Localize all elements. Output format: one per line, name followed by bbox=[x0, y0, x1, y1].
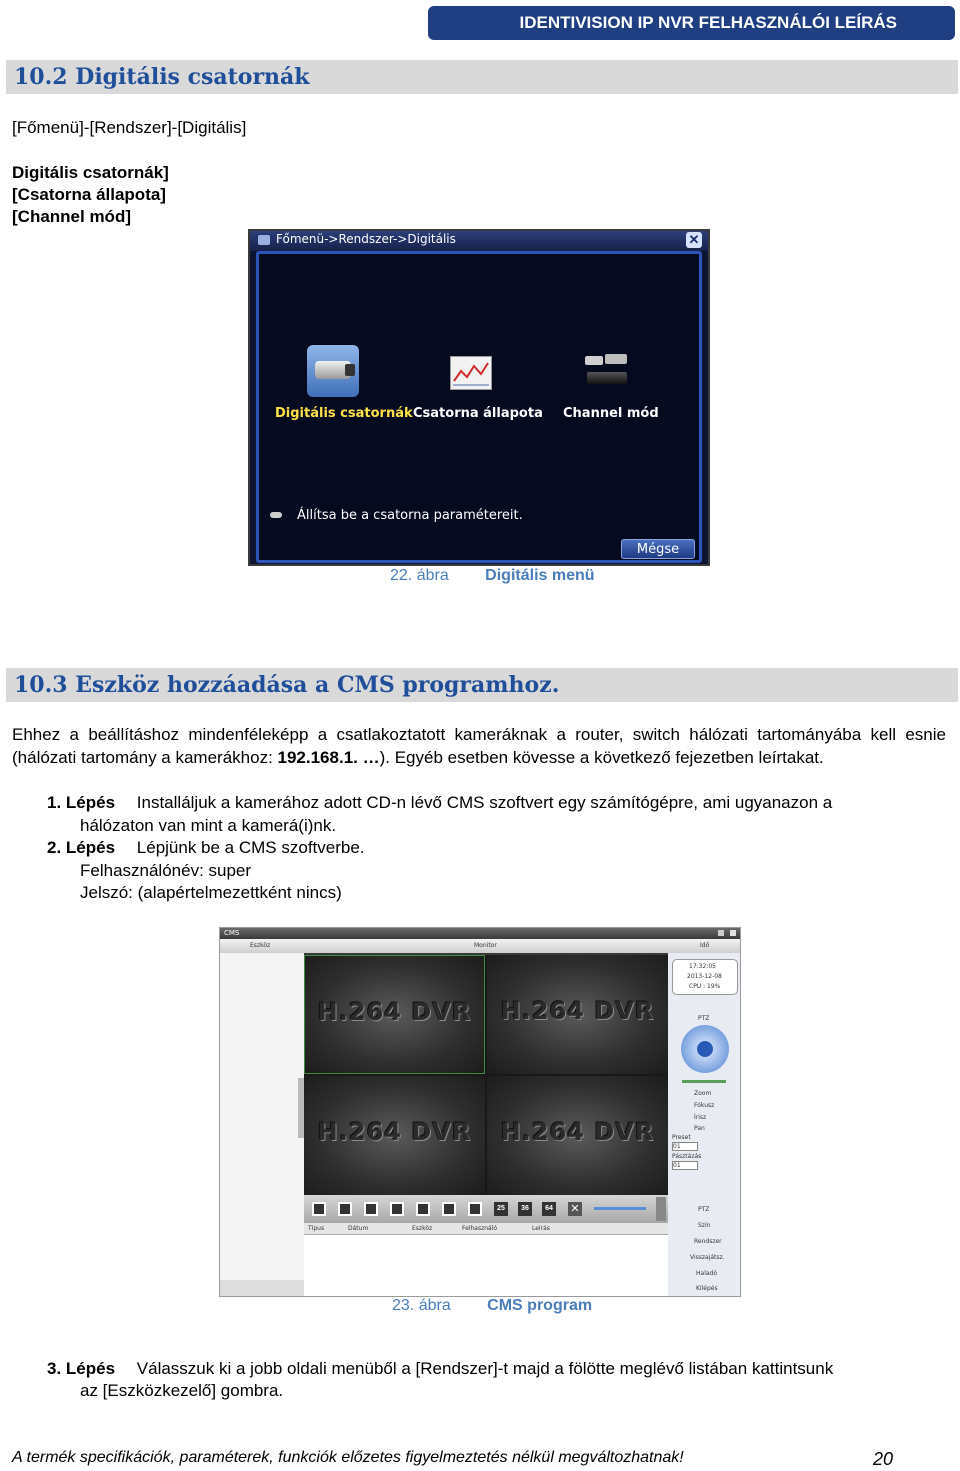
video-tile[interactable] bbox=[487, 1076, 668, 1195]
log-table-header bbox=[304, 1223, 668, 1235]
layout-10-icon[interactable] bbox=[416, 1202, 430, 1216]
camera-icon[interactable] bbox=[307, 345, 359, 397]
side-menu-system[interactable]: Rendszer bbox=[694, 1238, 722, 1245]
step-3 bbox=[47, 1358, 952, 1380]
figure-caption bbox=[392, 1297, 592, 1315]
tile-label: H.264 DVR bbox=[500, 997, 655, 1025]
device-tree-panel[interactable] bbox=[220, 953, 304, 1296]
cms-menubar bbox=[220, 939, 740, 953]
layout-36-button[interactable]: 36 bbox=[518, 1202, 532, 1216]
chart-status-icon[interactable] bbox=[450, 356, 492, 390]
clock-display bbox=[672, 959, 738, 995]
clock-time: 17:32:05 bbox=[689, 963, 716, 970]
tile-label: H.264 DVR bbox=[317, 1118, 472, 1146]
layout-25-button[interactable]: 25 bbox=[494, 1202, 508, 1216]
layout-9-icon[interactable] bbox=[390, 1202, 404, 1216]
minimize-icon[interactable] bbox=[718, 930, 724, 936]
step-label: 1. Lépés bbox=[47, 793, 116, 812]
fullscreen-icon[interactable]: ✕ bbox=[568, 1202, 582, 1216]
figure-label: Digitális menü bbox=[485, 567, 595, 584]
icon-label-channel-status[interactable]: Csatorna állapota bbox=[413, 406, 543, 421]
dialog-body bbox=[256, 251, 702, 563]
step-text: Lépjünk be a CMS szoftverbe. bbox=[136, 838, 365, 857]
step-label: 3. Lépés bbox=[47, 1359, 116, 1378]
submenu-item: [Csatorna állapota] bbox=[12, 185, 166, 204]
menu-monitor[interactable]: Monitor bbox=[474, 942, 497, 949]
video-tile[interactable] bbox=[304, 955, 485, 1074]
step-3-cont: az [Eszközkezelő] gombra. bbox=[80, 1381, 284, 1400]
layout-8-icon[interactable] bbox=[364, 1202, 378, 1216]
menu-icon bbox=[258, 235, 270, 245]
icon-label-digital-channels[interactable]: Digitális csatornák bbox=[275, 406, 413, 421]
video-tile[interactable] bbox=[487, 955, 668, 1074]
layout-4-icon[interactable] bbox=[338, 1202, 352, 1216]
tour-label: Pásztázás bbox=[672, 1153, 702, 1160]
step-text: Installáljuk a kamerához adott CD-n lévő CMS szoftvert egy számítógépre, ami ugyanazon a bbox=[136, 793, 833, 812]
footer-disclaimer: A termék specifikációk, paraméterek, funkciók előzetes figyelmeztetés nélkül megváltozhatnak! bbox=[12, 1449, 684, 1466]
video-grid bbox=[304, 955, 668, 1195]
col-device: Eszköz bbox=[412, 1225, 433, 1232]
ptz-label: PTZ bbox=[698, 1015, 710, 1022]
document-header: IDENTIVISION IP NVR FELHASZNÁLÓI LEÍRÁS bbox=[428, 6, 955, 40]
page-number: 20 bbox=[873, 1449, 894, 1469]
cms-side-panel bbox=[668, 953, 740, 1296]
username-line: Felhasználónév: super bbox=[80, 861, 252, 880]
clock-date: 2013-12-08 bbox=[687, 973, 722, 980]
side-menu-ptz[interactable]: PTZ bbox=[698, 1206, 710, 1213]
intro-text: Ehhez a beállításhoz mindenféleképp a csatlakoztatott kameráknak a router, switch hálózati tartományába kell esnie (hálózati tartomány a kamerákhoz: bbox=[12, 725, 946, 767]
close-icon[interactable]: ✕ bbox=[686, 232, 702, 248]
digital-menu-dialog bbox=[248, 229, 710, 566]
ptz-direction-pad[interactable] bbox=[681, 1025, 729, 1073]
side-menu-color[interactable]: Szín bbox=[698, 1222, 711, 1229]
dialog-titlebar bbox=[250, 231, 708, 251]
iris-control[interactable]: Írisz bbox=[694, 1114, 707, 1121]
figure-number: 23. ábra bbox=[392, 1297, 451, 1314]
menu-device[interactable]: Eszköz bbox=[250, 942, 271, 949]
layout-toolbar bbox=[304, 1195, 668, 1223]
section-heading-bar bbox=[6, 668, 958, 702]
col-user: Felhasználó bbox=[462, 1225, 498, 1232]
figure-caption bbox=[390, 567, 595, 585]
cancel-button[interactable] bbox=[621, 539, 695, 559]
tour-select[interactable]: 01 bbox=[672, 1161, 698, 1170]
close-icon[interactable] bbox=[730, 930, 736, 936]
section-title: 10.3 Eszköz hozzáadása a CMS programhoz. bbox=[14, 672, 560, 698]
preset-label: Preset bbox=[672, 1134, 691, 1141]
layout-1-icon[interactable] bbox=[312, 1202, 326, 1216]
focus-control[interactable]: Fókusz bbox=[694, 1102, 715, 1109]
cancel-label: Mégse bbox=[636, 542, 680, 557]
cms-app-title: CMS bbox=[224, 929, 240, 937]
icon-label-channel-mode[interactable]: Channel mód bbox=[563, 406, 659, 421]
left-bottom-bar bbox=[220, 1280, 304, 1296]
step-label: 2. Lépés bbox=[47, 838, 116, 857]
cpu-usage: CPU : 19% bbox=[689, 983, 721, 990]
preset-select[interactable]: 01 bbox=[672, 1142, 698, 1151]
layout-16-icon[interactable] bbox=[468, 1202, 482, 1216]
password-line: Jelszó: (alapértelmezettként nincs) bbox=[80, 883, 342, 902]
step-2 bbox=[47, 837, 365, 859]
col-date: Dátum bbox=[348, 1225, 369, 1232]
side-menu-playback[interactable]: Visszajátsz. bbox=[690, 1254, 725, 1261]
intro-paragraph bbox=[12, 724, 946, 769]
intro-text-end: ). Egyéb esetben kövesse a következő fejezetben leírtakat. bbox=[379, 747, 824, 767]
pan-control[interactable]: Pan bbox=[694, 1125, 705, 1132]
submenu-item: [Channel mód] bbox=[12, 207, 131, 226]
tile-label: H.264 DVR bbox=[500, 1118, 655, 1146]
menu-time[interactable]: Idő bbox=[700, 942, 710, 949]
video-tile[interactable] bbox=[304, 1076, 485, 1195]
channel-mode-icon[interactable] bbox=[581, 350, 631, 392]
cms-program-window bbox=[219, 927, 741, 1297]
section-heading-bar bbox=[6, 60, 958, 94]
ip-range: 192.168.1. … bbox=[277, 747, 380, 767]
dialog-title: Főmenü->Rendszer->Digitális bbox=[276, 232, 456, 246]
dialog-hint: Állítsa be a csatorna paramétereit. bbox=[297, 508, 523, 523]
volume-slider[interactable] bbox=[594, 1207, 646, 1210]
figure-number: 22. ábra bbox=[390, 567, 449, 584]
layout-13-icon[interactable] bbox=[442, 1202, 456, 1216]
menu-path: [Főmenü]-[Rendszer]-[Digitális] bbox=[12, 118, 247, 137]
side-menu-exit[interactable]: Kilépés bbox=[696, 1285, 718, 1292]
side-menu-advanced[interactable]: Haladó bbox=[696, 1270, 718, 1277]
log-table bbox=[304, 1223, 668, 1296]
section-title: 10.2 Digitális csatornák bbox=[14, 64, 310, 90]
figure-label: CMS program bbox=[487, 1297, 593, 1314]
cms-titlebar bbox=[220, 928, 740, 939]
step-text: Válasszuk ki a jobb oldali menüből a [Rendszer]-t majd a fölötte meglévő listában kattintsunk bbox=[136, 1359, 834, 1378]
tile-label: H.264 DVR bbox=[317, 998, 472, 1026]
zoom-control[interactable]: Zoom bbox=[694, 1090, 712, 1097]
submenu-item: Digitális csatornák] bbox=[12, 163, 169, 182]
scroll-arrows-icon[interactable] bbox=[656, 1197, 666, 1221]
step-1 bbox=[47, 792, 947, 814]
speed-slider[interactable] bbox=[682, 1080, 726, 1083]
hint-icon bbox=[270, 512, 282, 518]
col-type: Típus bbox=[308, 1225, 325, 1232]
step-1-cont: hálózaton van mint a kamerá(i)nk. bbox=[80, 816, 337, 835]
layout-64-button[interactable]: 64 bbox=[542, 1202, 556, 1216]
col-desc: Leírás bbox=[532, 1225, 550, 1232]
